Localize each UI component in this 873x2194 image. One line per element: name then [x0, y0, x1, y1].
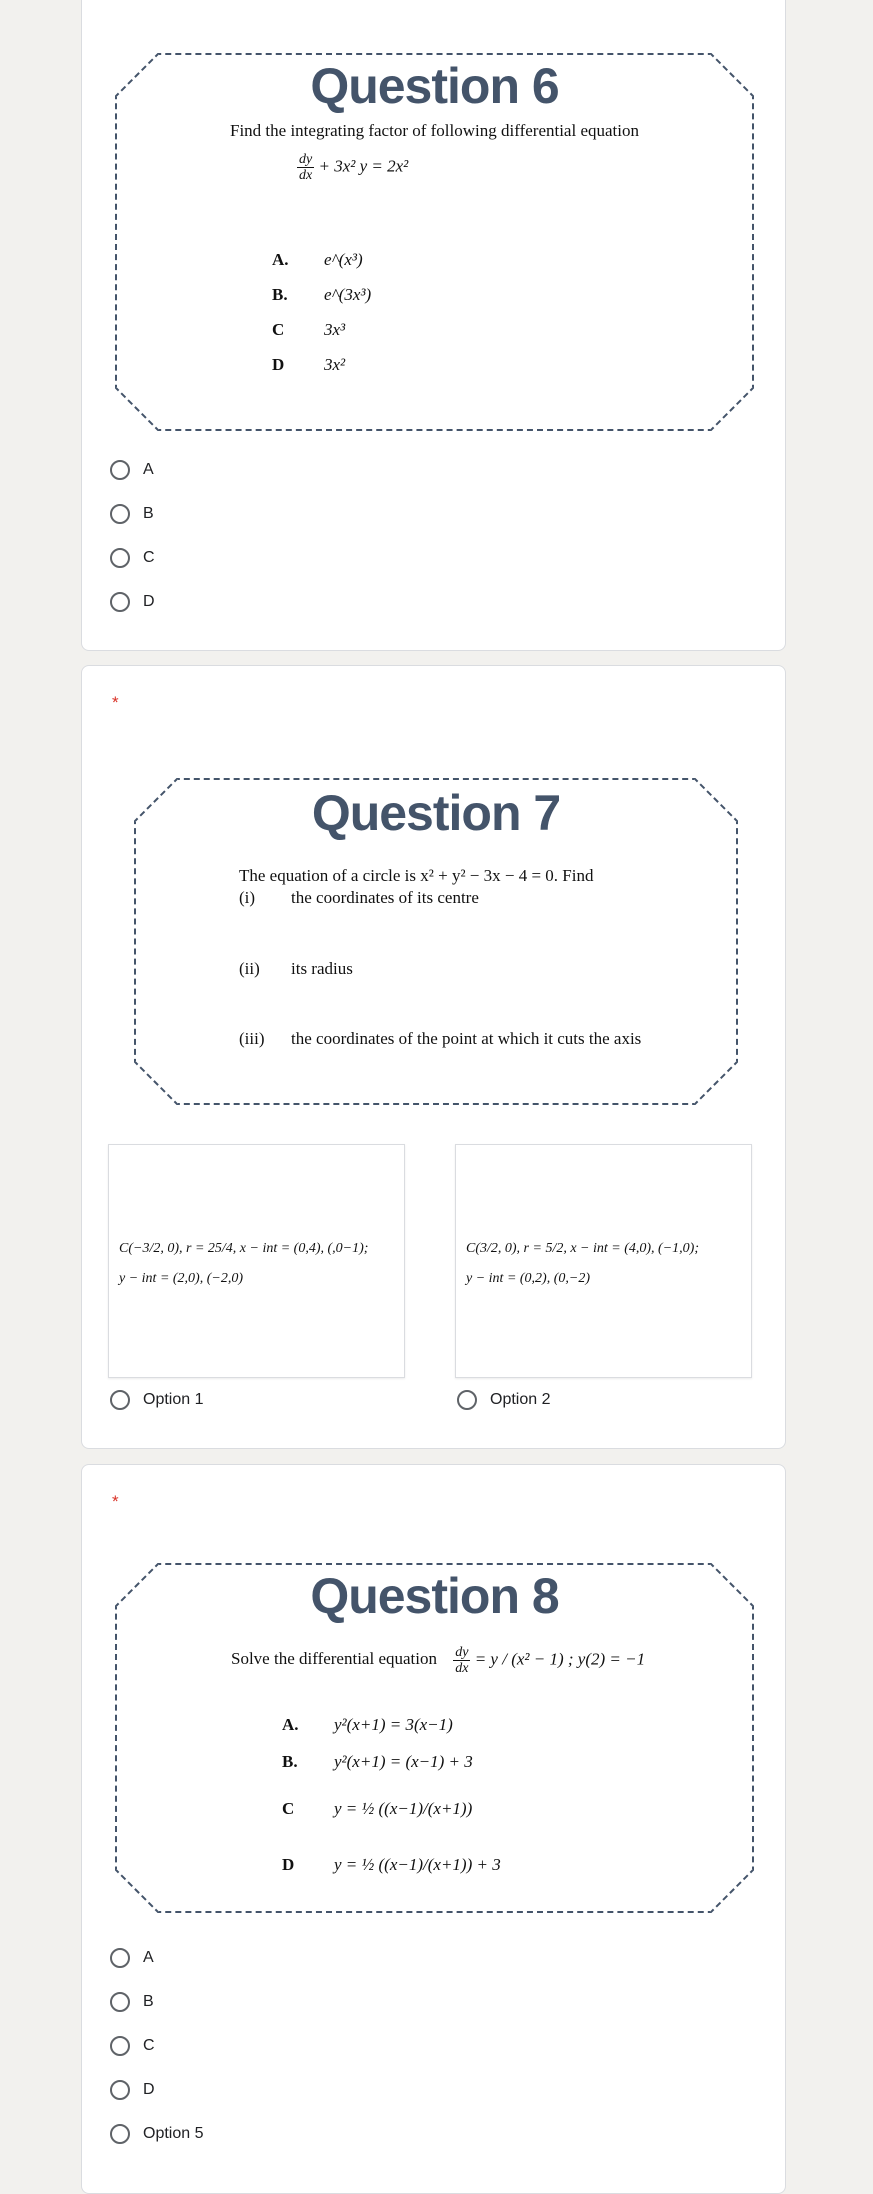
question-7-card — [81, 665, 786, 1449]
question-7-part-i: (i) the coordinates of its centre — [239, 888, 479, 907]
radio-option-1[interactable]: Option 1 — [110, 1390, 203, 1410]
question-6-card — [81, 0, 786, 651]
option-2-image[interactable]: C(3/2, 0), r = 5/2, x − int = (4,0), (−1,0); y − int = (0,2), (0,−2) — [455, 1144, 752, 1378]
question-7-part-iii: (iii) the coordinates of the point at which it cuts the axis — [239, 1029, 642, 1048]
radio-circle[interactable] — [110, 1992, 130, 2012]
radio-circle[interactable] — [110, 2080, 130, 2100]
radio-circle[interactable] — [110, 504, 130, 524]
question-7-image — [134, 778, 738, 1105]
question-6-title: Question 6 — [310, 58, 559, 114]
radio-circle[interactable] — [110, 548, 130, 568]
question-7-part-ii: (ii) its radius — [239, 959, 353, 978]
radio-option-d[interactable]: D — [110, 592, 155, 612]
radio-option-2[interactable]: Option 2 — [457, 1390, 550, 1410]
radio-circle[interactable] — [457, 1390, 477, 1410]
question-8-image — [115, 1563, 754, 1913]
choice-c: C y = ½ ((x−1)/(x+1)) — [282, 1799, 473, 1818]
question-6-image — [115, 53, 754, 431]
radio-circle[interactable] — [110, 1948, 130, 1968]
choice-c: C 3x³ — [272, 320, 346, 339]
radio-option-b[interactable]: B — [110, 1992, 154, 2012]
radio-circle[interactable] — [110, 1390, 130, 1410]
required-asterisk: * — [112, 1492, 119, 1511]
radio-circle[interactable] — [110, 592, 130, 612]
required-asterisk: * — [112, 693, 119, 712]
question-7-title: Question 7 — [311, 785, 561, 841]
choice-b: B. e^(3x³) — [272, 285, 372, 304]
radio-option-c[interactable]: C — [110, 2036, 155, 2056]
choice-d: D 3x² — [272, 355, 346, 374]
question-7-prompt: The equation of a circle is x² + y² − 3x − 4 = 0. Find — [239, 866, 594, 885]
question-8-title: Question 8 — [310, 1568, 559, 1624]
choice-b: B. y²(x+1) = (x−1) + 3 — [282, 1752, 473, 1771]
choice-d: D y = ½ ((x−1)/(x+1)) + 3 — [282, 1855, 501, 1874]
radio-option-d[interactable]: D — [110, 2080, 155, 2100]
question-8-card — [81, 1464, 786, 2194]
radio-option-5[interactable]: Option 5 — [110, 2124, 203, 2144]
radio-circle[interactable] — [110, 2036, 130, 2056]
question-8-prompt-row: Solve the differential equation $\frac{dy}{dx}$ = y / (x² − 1) ; y(2) = −1 — [231, 1645, 646, 1676]
choice-a: A. e^(x³) — [272, 250, 363, 269]
radio-option-b[interactable]: B — [110, 504, 154, 524]
option-1-image[interactable]: C(−3/2, 0), r = 25/4, x − int = (0,4), (,0−1); y − int = (2,0), (−2,0) — [108, 1144, 405, 1378]
radio-circle[interactable] — [110, 460, 130, 480]
choice-a: A. y²(x+1) = 3(x−1) — [282, 1715, 453, 1734]
radio-circle[interactable] — [110, 2124, 130, 2144]
question-6-prompt: Find the integrating factor of following differential equation — [230, 121, 639, 140]
radio-option-a[interactable]: A — [110, 1948, 154, 1968]
radio-option-a[interactable]: A — [110, 460, 154, 480]
radio-option-c[interactable]: C — [110, 548, 155, 568]
question-6-equation: $\frac{dy}{dx}$ + 3x² y = 2x² — [299, 152, 409, 183]
